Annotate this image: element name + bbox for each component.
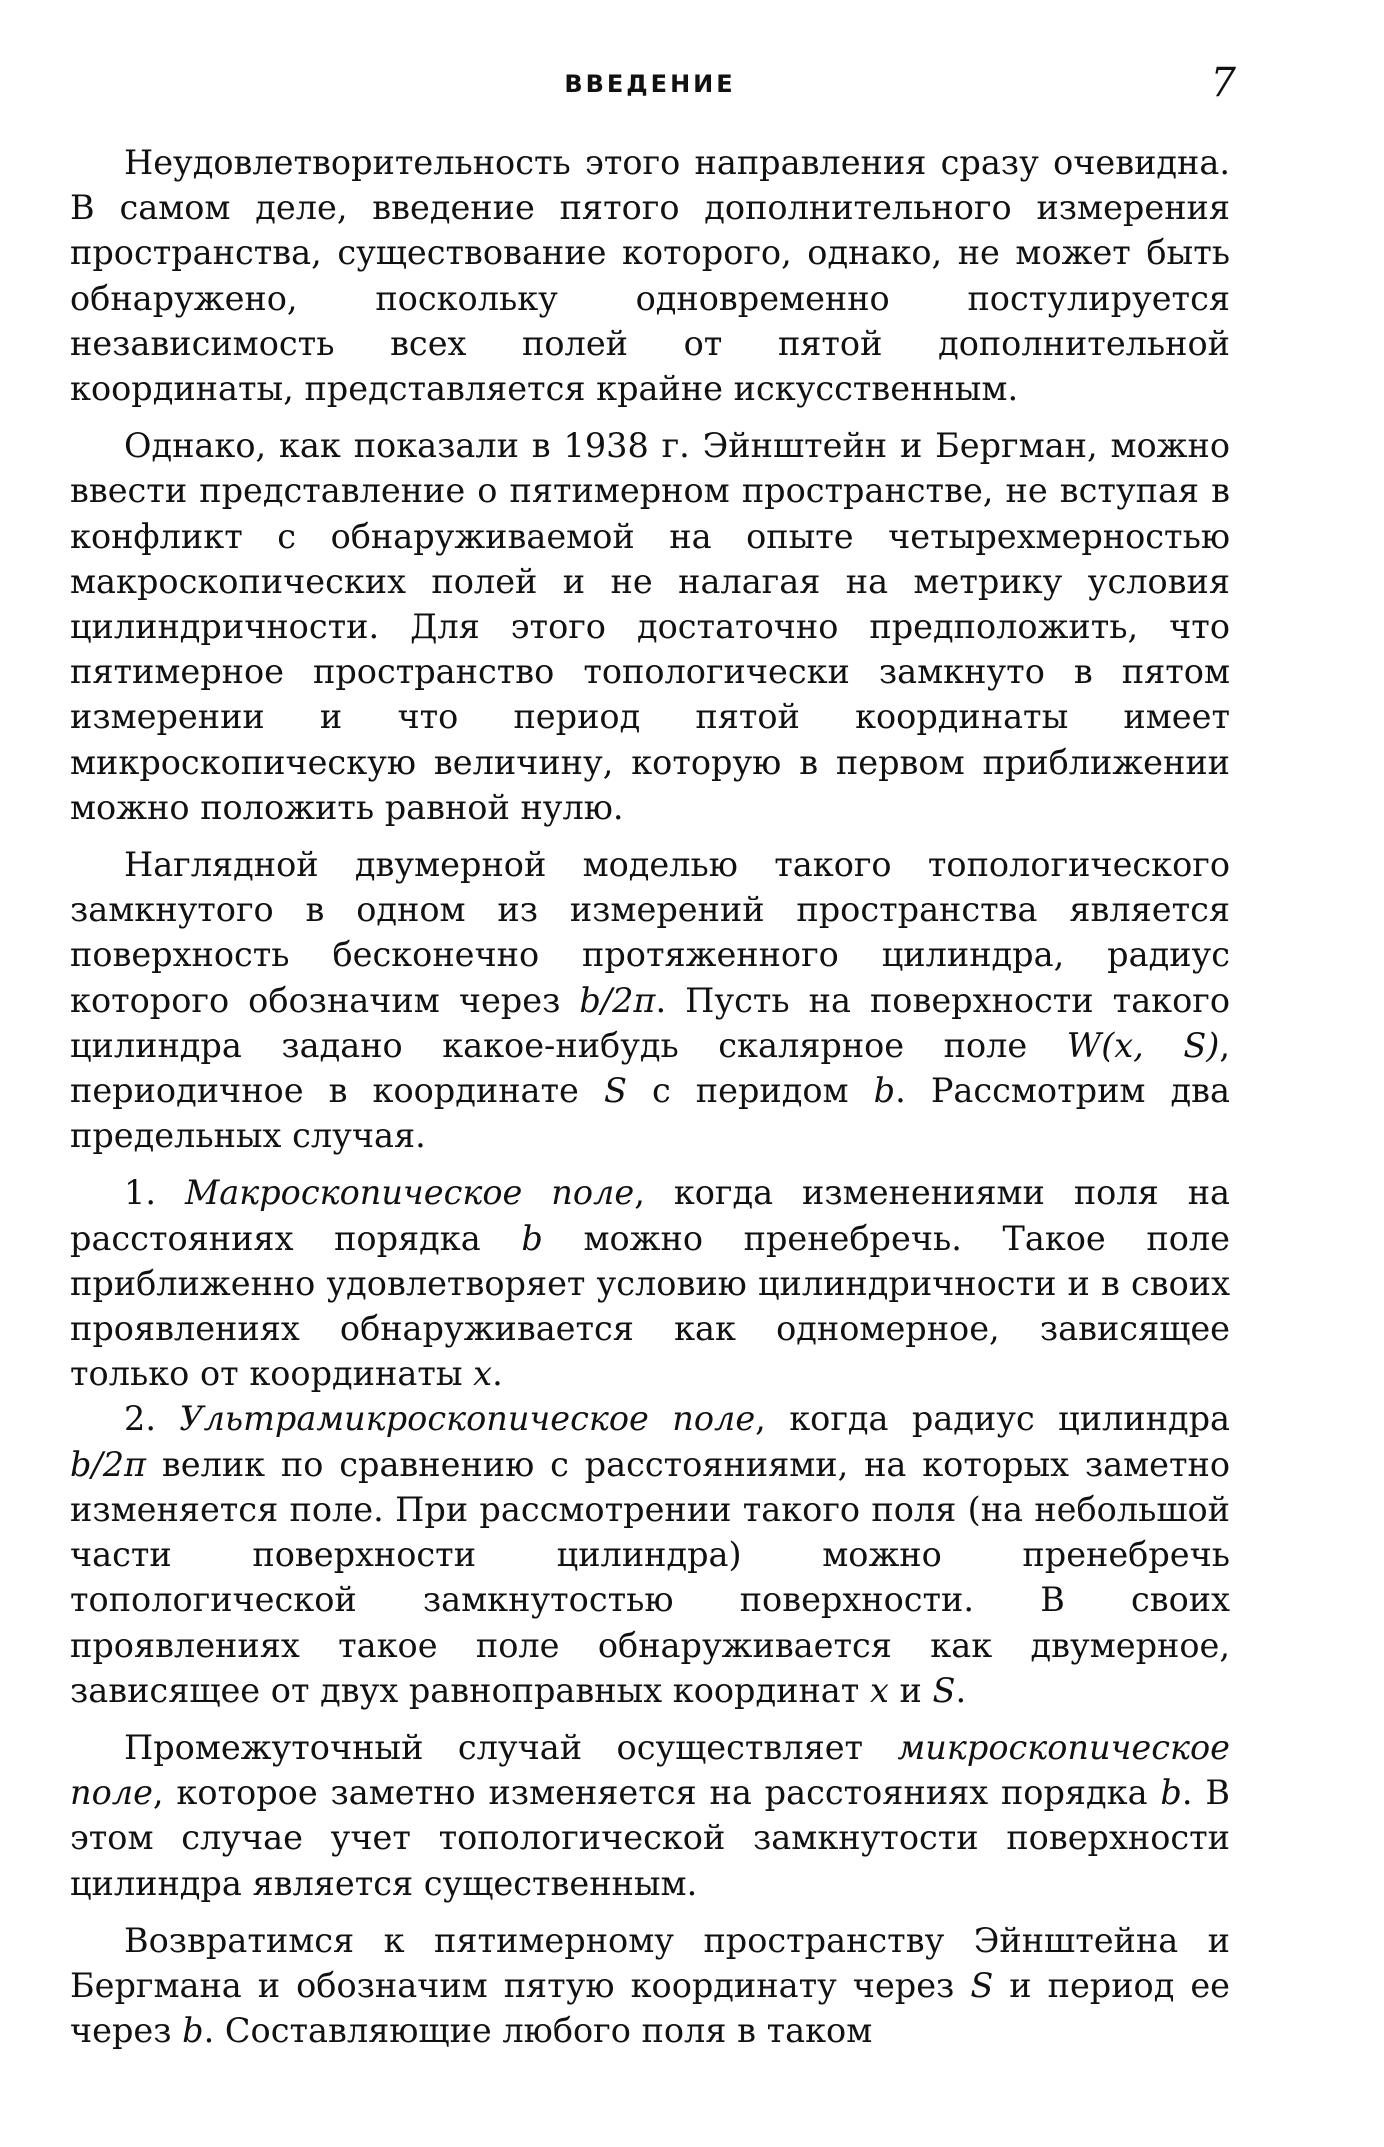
math-symbol: b: [182, 2011, 204, 2051]
running-head: [70, 56, 1236, 126]
page-number: 7: [1210, 60, 1236, 106]
math-symbol: S: [932, 1670, 956, 1710]
text-run: Возвратимся к пятимерному пространству Эйнштейна и Бергмана и обозначим пятую координату через: [70, 1920, 1230, 2005]
text-run: . Составляющие любого поля в таком: [203, 2011, 873, 2051]
math-symbol: b/2π: [70, 1444, 147, 1484]
text-run: Промежуточный случай осуществляет: [124, 1727, 898, 1767]
math-symbol: b: [521, 1218, 543, 1258]
chapter-title: ВВЕДЕНИЕ: [564, 70, 736, 98]
text-run: можно пренебречь. Такое поле приближенно удовлетворяет условию цилиндричности и в своих проявлениях обнаруживается как одномерное, зависящее только от координаты: [70, 1218, 1230, 1394]
paragraph-6: [70, 1725, 1230, 1906]
list-item-2: [70, 1396, 1230, 1712]
paragraph-2: Однако, как показали в 1938 г. Эйнштейн и Бергман, можно ввести представление о пятимерном пространстве, не вступая в конфликт с обнаруживаемой на опыте четырехмерностью макроскопических полей и не налагая на метрику условия цилиндричности. Для этого достаточно предположить, что пятимерное пространство топологически замкнуто в пятом измерении и что период пятой координаты имеет микроскопическую величину, которую в первом приближении можно положить равной нулю.: [70, 426, 1230, 827]
text-run: и: [888, 1670, 933, 1710]
paragraph-7: [70, 1918, 1230, 2054]
math-symbol: b: [873, 1071, 896, 1111]
term-italic: микроскопическое поле: [70, 1727, 1230, 1813]
math-symbol: b/2π: [579, 980, 656, 1020]
math-symbol: b: [1160, 1773, 1182, 1813]
list-number: 1.: [124, 1173, 185, 1213]
math-symbol: S: [970, 1965, 994, 2005]
text-run: велик по сравнению с расстояниями, на которых заметно изменяется поле. При рассмотрении такого поля (на небольшой части поверхности цилиндра) можно пренебречь топологической замкнутостью поверхности. В своих проявлениях такое поле обнаруживается как двумерное, зависящее от двух равноправных координат: [70, 1444, 1230, 1710]
book-page: [70, 56, 1236, 2065]
text-run: , когда радиус цилиндра: [755, 1399, 1230, 1439]
paragraph-3: [70, 842, 1230, 1158]
term-italic: Ультрамикроскопическое поле: [179, 1399, 756, 1439]
text-run: с перидом: [626, 1071, 874, 1111]
text-run: .: [955, 1670, 967, 1710]
text-run: , когда изменениями поля на расстояниях порядка: [70, 1173, 1231, 1258]
text-run: . Пусть на поверхности такого цилиндра задано какое-нибудь скалярное поле: [70, 980, 1230, 1065]
list-number: 2.: [124, 1399, 180, 1439]
list-item-1: [70, 1170, 1230, 1396]
text-run: Наглядной двумерной моделью такого топологического замкнутого в одном из измерений пространства является поверхность бесконечно протяженного цилиндра, радиус которого обозначим через: [70, 845, 1230, 1020]
paragraph-1: Неудовлетворительность этого направления сразу очевидна. В самом деле, введение пятого дополнительного измерения пространства, существование которого, однако, не может быть обнаружено, поскольку одновременно постулируется независимость всех полей от пятой дополнительной координаты, представляется крайне искусственным.: [70, 143, 1230, 409]
math-symbol: W(x, S): [1066, 1025, 1220, 1065]
text-run: . В этом случае учет топологической замкнутости поверхности цилиндра является существенным.: [70, 1773, 1230, 1903]
text-run: . Рассмотрим два предельных случая.: [70, 1071, 1230, 1156]
text-run: , которое заметно изменяется на расстояниях порядка: [152, 1773, 1161, 1813]
text-run: , периодичное в координате: [70, 1025, 1230, 1111]
text-run: .: [492, 1354, 503, 1394]
term-italic: Макроскопическое поле: [184, 1173, 635, 1213]
body-text: [70, 140, 1230, 2053]
math-symbol: S: [603, 1071, 627, 1111]
text-run: и период ее через: [70, 1965, 1230, 2051]
math-symbol: x: [869, 1670, 889, 1710]
math-symbol: x: [473, 1354, 493, 1394]
